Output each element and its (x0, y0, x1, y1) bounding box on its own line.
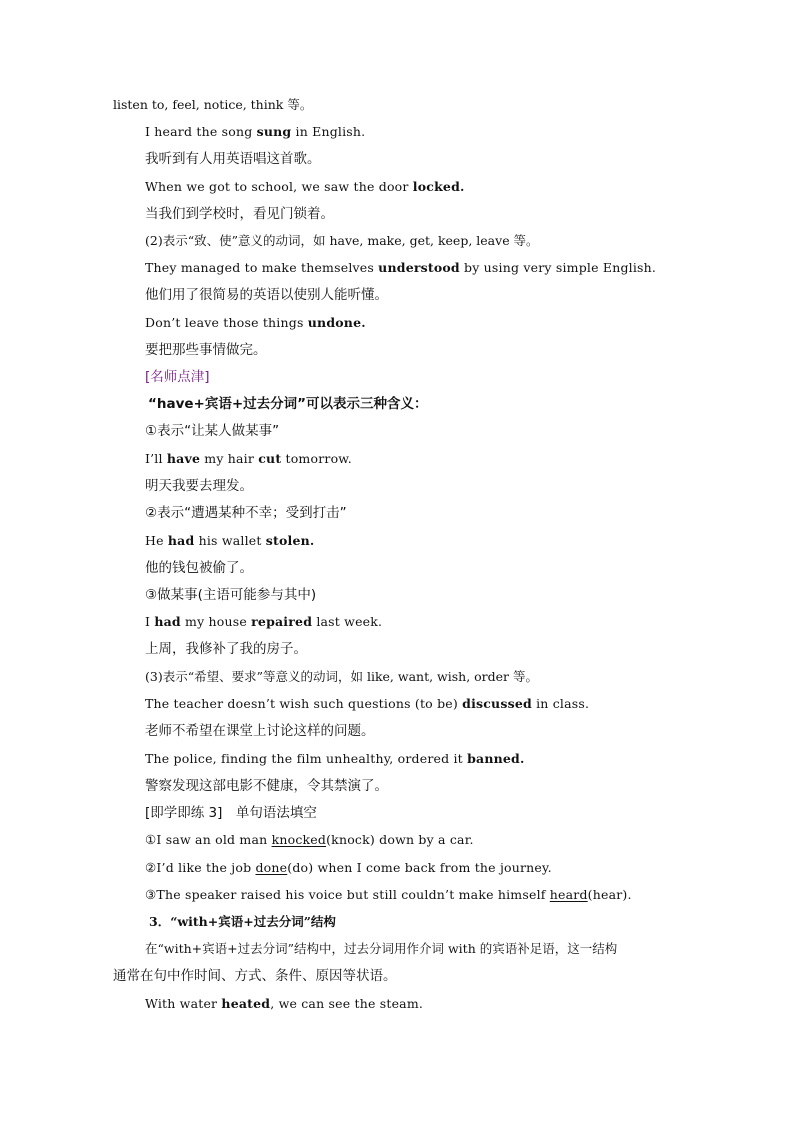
rule-heading: (3)表示“希望、要求”等意义的动词，如 like, want, wish, order 等。 (145, 669, 539, 684)
tip-heading: [名师点津] (145, 369, 210, 385)
rule-heading: (2)表示“致、使”意义的动词，如 have, make, get, keep, leave 等。 (145, 233, 539, 248)
translation: 我听到有人用英语唱这首歌。 (145, 151, 321, 167)
example-sentence: I heard the song sung in English. (145, 124, 366, 139)
translation: 上周，我修补了我的房子。 (145, 641, 307, 657)
answer: done (255, 860, 288, 875)
translation: 老师不希望在课堂上讨论这样的问题。 (145, 723, 375, 739)
example-sentence: Don’t leave those things undone. (145, 315, 366, 330)
tip-item: ①表示“让某人做某事” (145, 423, 280, 439)
example-sentence: I had my house repaired last week. (145, 614, 383, 629)
example-sentence: When we got to school, we saw the door locked. (145, 179, 465, 194)
exercise-item: ①I saw an old man knocked(knock) down by a car. (145, 832, 474, 847)
translation: 他的钱包被偷了。 (145, 560, 253, 576)
translation: 警察发现这部电影不健康，令其禁演了。 (145, 778, 388, 794)
tip-text: “have+宾语+过去分词”可以表示三种含义： (148, 396, 428, 412)
translation: 他们用了很简易的英语以使别人能听懂。 (145, 287, 388, 303)
translation: 明天我要去理发。 (145, 478, 253, 494)
text-line: listen to, feel, notice, think 等。 (113, 97, 313, 112)
paragraph-line: 在“with+宾语+过去分词”结构中，过去分词用作介词 with 的宾语补足语，这一结构 (145, 941, 618, 956)
tip-item: ③做某事(主语可能参与其中) (145, 587, 317, 603)
answer: knocked (271, 832, 327, 847)
exercise-heading: [即学即练 3] 单句语法填空 (145, 805, 317, 821)
example-sentence: He had his wallet stolen. (145, 533, 315, 548)
exercise-item: ②I’d like the job done(do) when I come back from the journey. (145, 860, 552, 875)
translation: 要把那些事情做完。 (145, 342, 267, 358)
exercise-item: ③The speaker raised his voice but still couldn’t make himself heard(hear). (145, 887, 632, 902)
translation: 当我们到学校时，看见门锁着。 (145, 206, 334, 222)
example-sentence: I’ll have my hair cut tomorrow. (145, 451, 352, 466)
answer: heard (549, 887, 588, 902)
section-heading: 3．“with+宾语+过去分词”结构 (149, 914, 336, 929)
example-sentence: The teacher doesn’t wish such questions (to be) discussed in class. (145, 696, 590, 711)
example-sentence: The police, finding the film unhealthy, ordered it banned. (145, 751, 525, 766)
paragraph-line: 通常在句中作时间、方式、条件、原因等状语。 (113, 968, 397, 984)
example-sentence: They managed to make themselves understood by using very simple English. (145, 260, 657, 275)
example-sentence: With water heated, we can see the steam. (145, 996, 424, 1011)
tip-item: ②表示“遭遇某种不幸；受到打击” (145, 505, 347, 521)
